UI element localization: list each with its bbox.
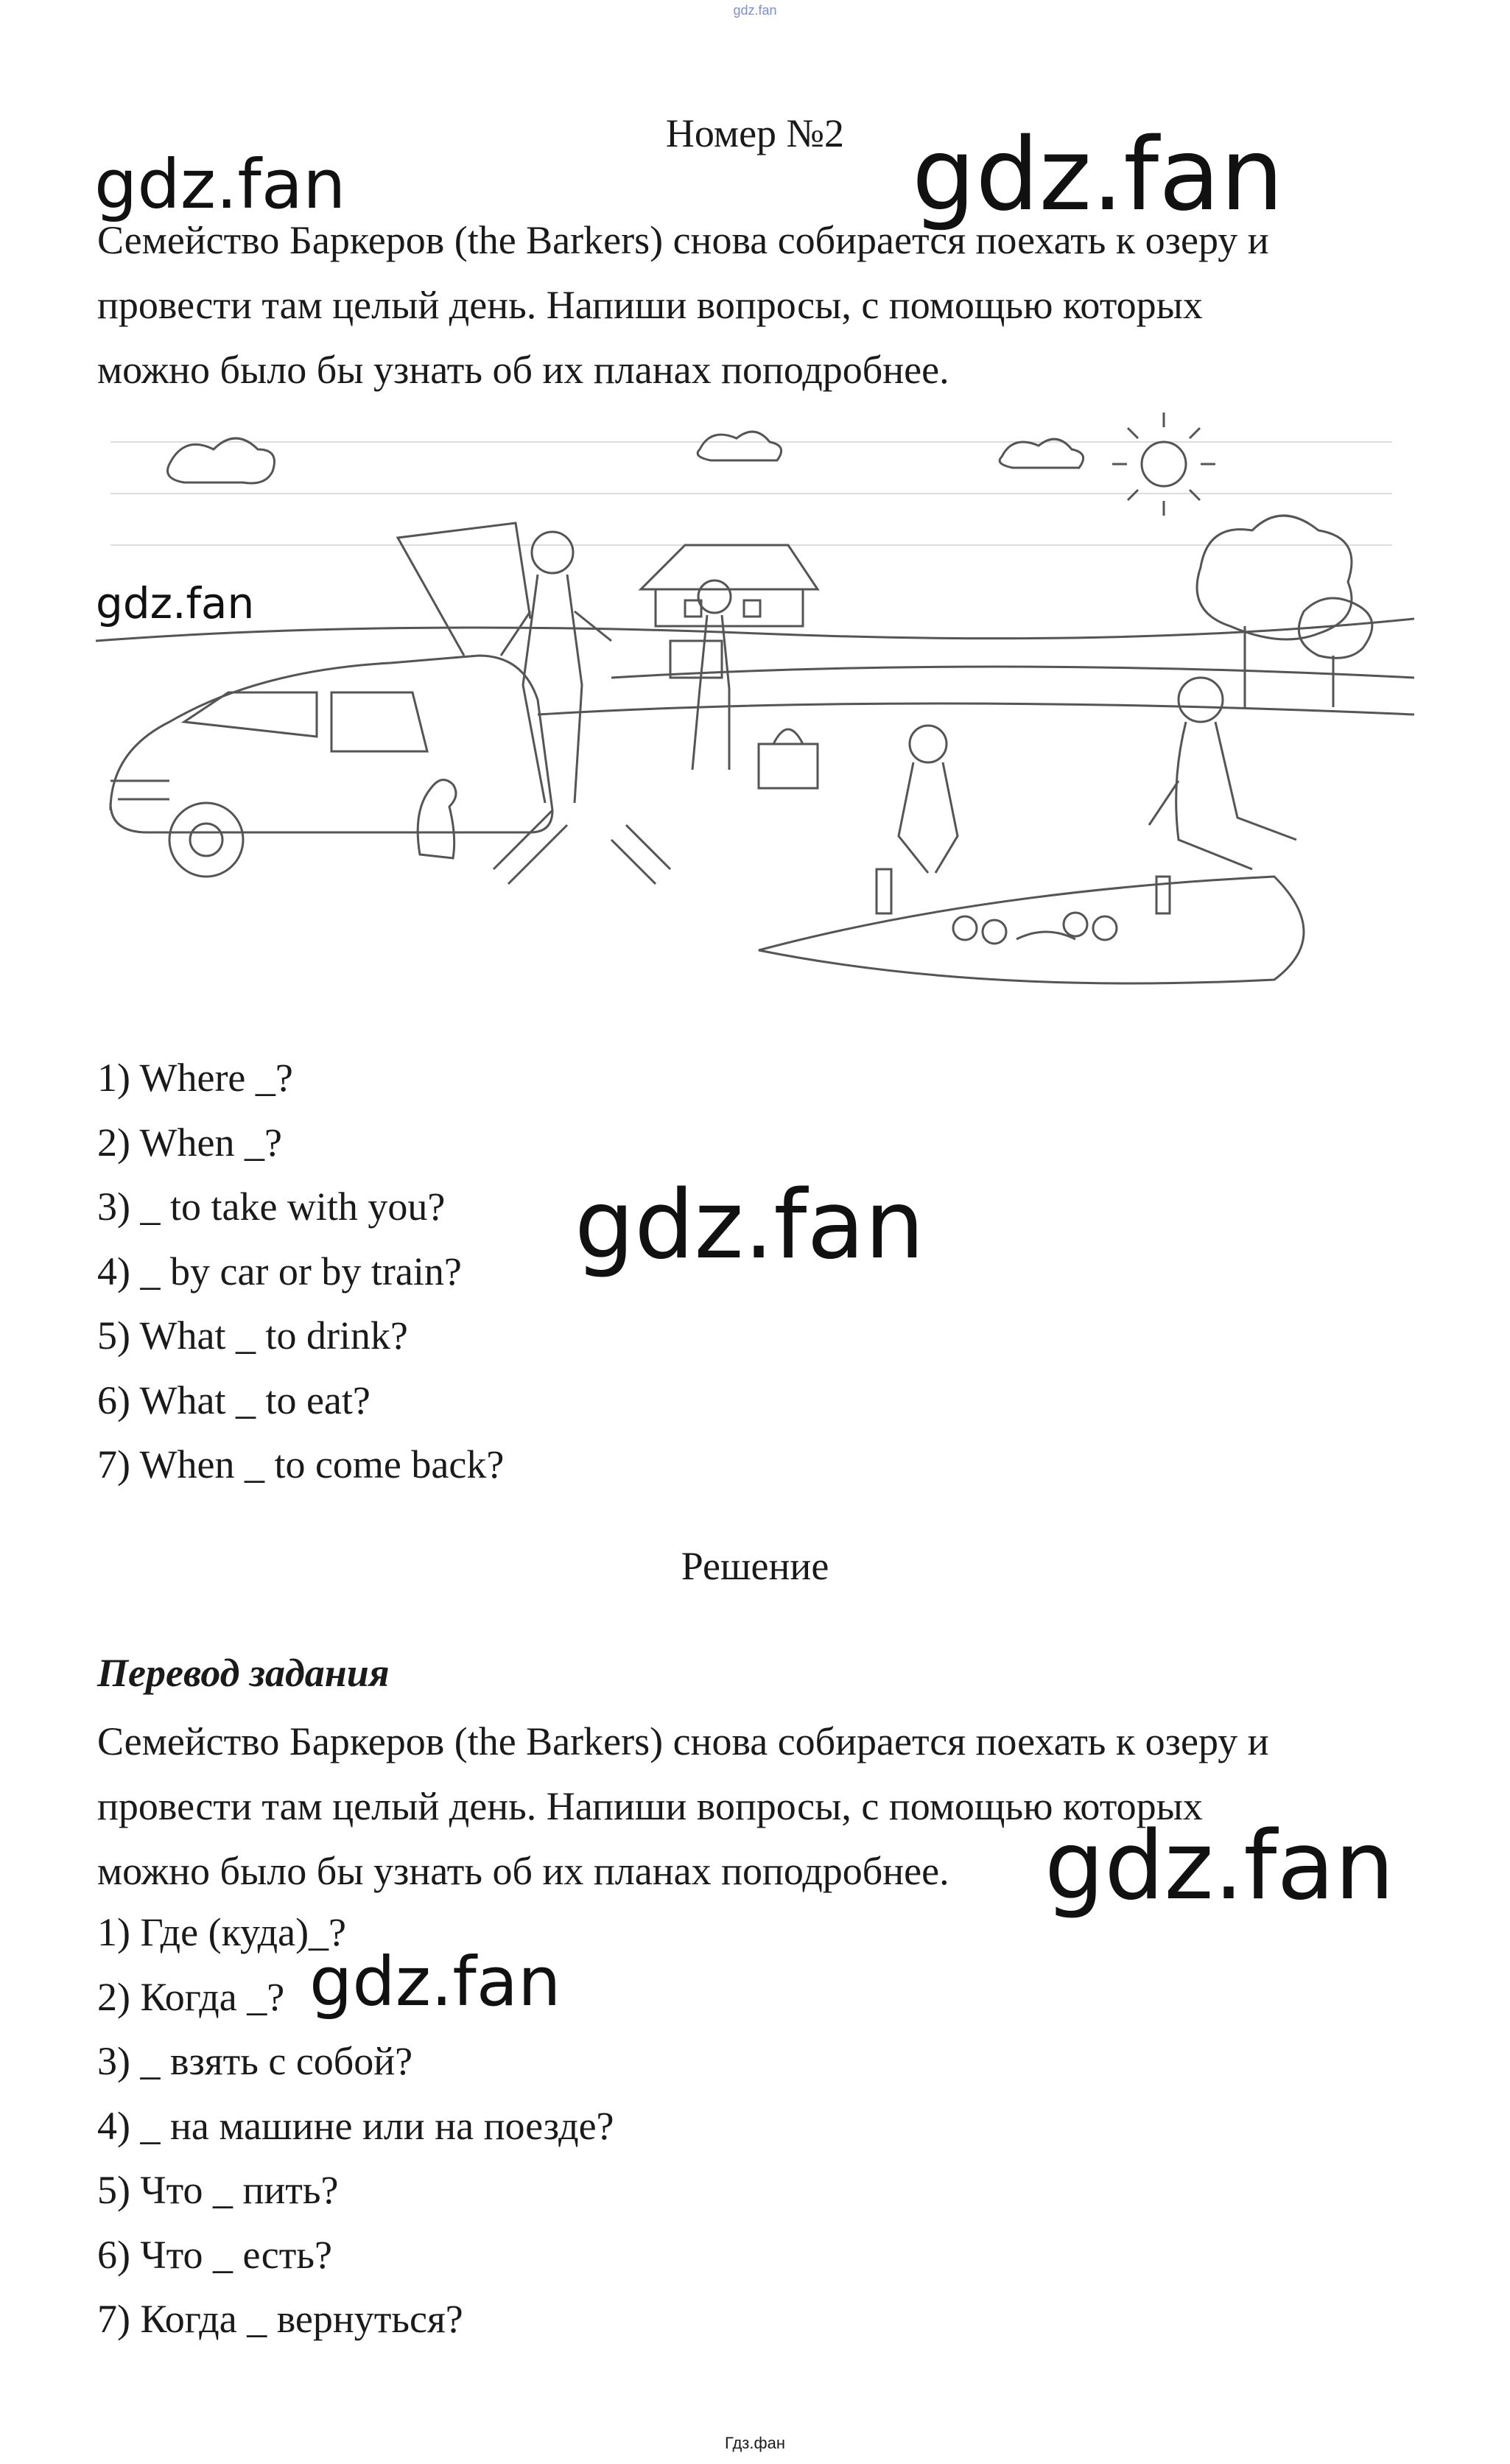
watermark: gdz.fan (1044, 1811, 1394, 1921)
list-item: 1) Where _? (97, 1056, 293, 1100)
list-item: 5) What _ to drink? (97, 1313, 408, 1358)
list-item: 2) When _? (97, 1120, 282, 1165)
task-line: провести там целый день. Напиши вопросы, с помощью которых (97, 283, 1203, 327)
watermark: gdz.fan (94, 145, 346, 224)
list-item: 7) When _ to come back? (97, 1442, 505, 1487)
list-item: 3) _ взять с собой? (97, 2039, 413, 2083)
top-watermark: gdz.fan (733, 3, 777, 18)
list-item: 1) Где (куда)_? (97, 1910, 347, 1954)
translation-heading: Перевод задания (97, 1651, 390, 1695)
watermark: gdz.fan (309, 1942, 561, 2021)
watermark: gdz.fan (96, 578, 255, 628)
list-item: 4) _ на машине или на поезде? (97, 2103, 614, 2148)
footer-watermark: Гдз.фан (725, 2434, 785, 2452)
list-item: 6) What _ to eat? (97, 1377, 371, 1422)
list-item: 2) Когда _? (97, 1974, 285, 2019)
questions-english (97, 1046, 504, 1498)
solution-heading: Решение (681, 1544, 829, 1588)
task-line: Семейство Баркеров (the Barkers) снова собирается поехать к озеру и (97, 218, 1269, 262)
list-item: 7) Когда _ вернуться? (97, 2297, 463, 2341)
list-item: 6) Что _ есть? (97, 2232, 332, 2277)
page-title: Номер №2 (665, 111, 845, 155)
watermark: gdz.fan (575, 1170, 924, 1280)
picnic-illustration (96, 398, 1414, 987)
task-text (97, 208, 1423, 402)
task-line: можно было бы узнать об их планах поподробнее. (97, 348, 949, 392)
translation-line: провести там целый день. Напиши вопросы, с помощью которых (97, 1784, 1203, 1828)
translation-line: Семейство Баркеров (the Barkers) снова собирается поехать к озеру и (97, 1719, 1269, 1763)
list-item: 3) _ to take with you? (97, 1184, 446, 1229)
watermark: gdz.fan (912, 117, 1284, 234)
list-item: 4) _ by car or by train? (97, 1249, 462, 1294)
list-item: 5) Что _ пить? (97, 2168, 339, 2212)
translation-line: можно было бы узнать об их планах поподробнее. (97, 1849, 949, 1893)
